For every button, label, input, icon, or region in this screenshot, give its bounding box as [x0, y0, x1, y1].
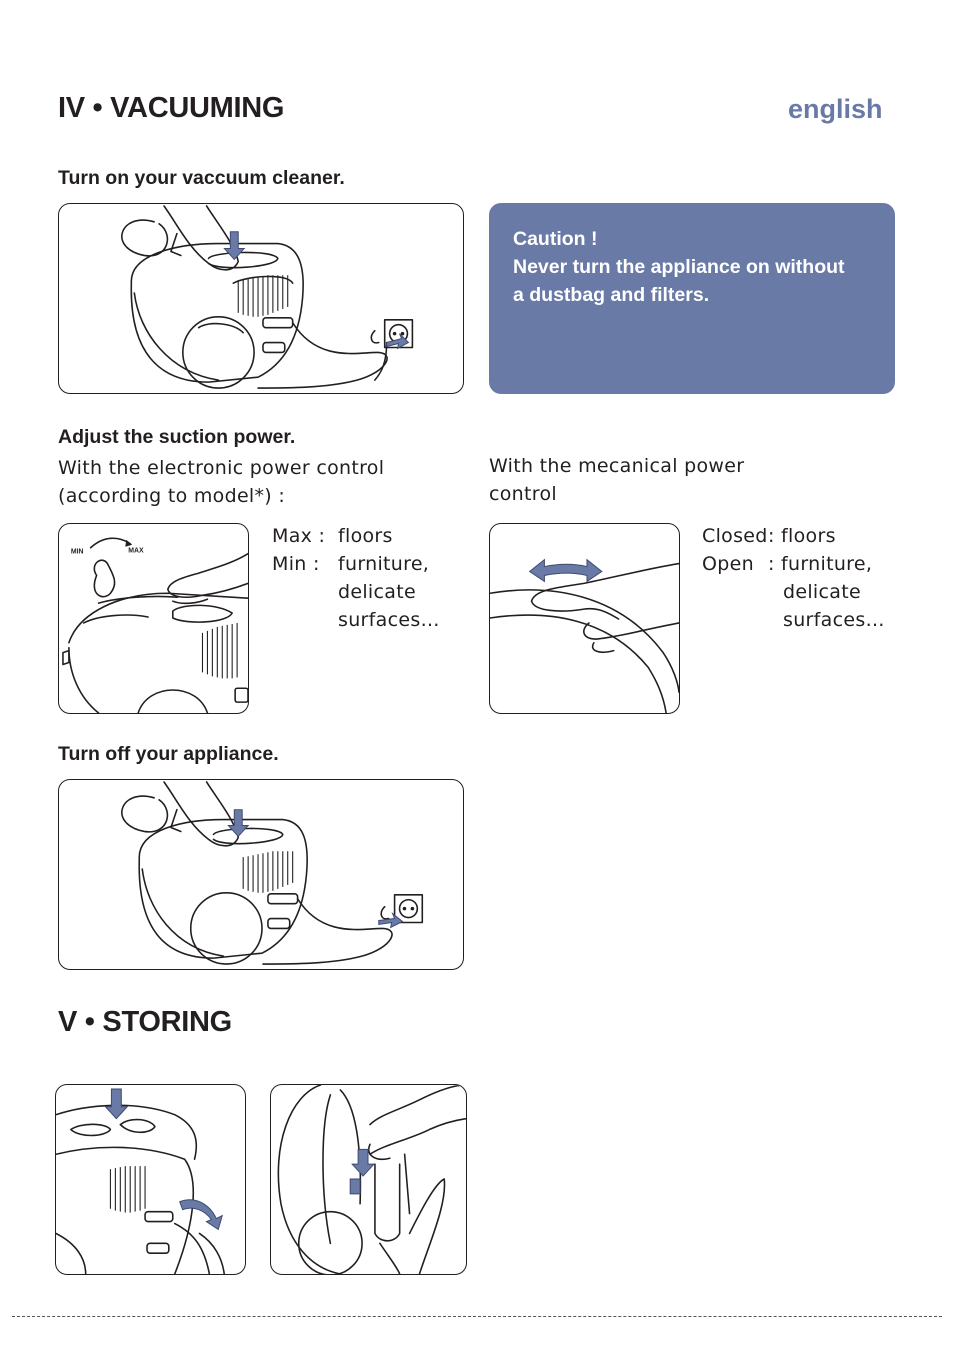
setting-row-open-cont-2: surfaces… [783, 609, 885, 631]
caution-text-line-1: Never turn the appliance on without [513, 256, 845, 278]
caution-heading: Caution ! [513, 228, 598, 250]
turn-on-illustration [58, 203, 464, 394]
caution-box [489, 203, 895, 394]
turn-off-heading: Turn off your appliance. [58, 743, 279, 765]
caution-text-line-2: a dustbag and filters. [513, 284, 710, 306]
setting-row-open: Open : furniture, [702, 553, 873, 575]
setting-row-closed: Closed : floors [702, 525, 836, 547]
footer-dashed-divider [12, 1316, 942, 1317]
mechanical-control-illustration [489, 523, 680, 714]
setting-row-min-cont-1: delicate [338, 581, 416, 603]
turn-off-illustration [58, 779, 464, 970]
section-title-storing: V • STORING [58, 1006, 232, 1038]
language-label: english [788, 94, 883, 124]
electronic-settings-list [272, 522, 440, 634]
mechanical-settings-list [702, 522, 885, 634]
section-title-vacuuming: IV • VACUUMING [58, 92, 285, 124]
setting-row-min-cont-2: surfaces… [338, 609, 440, 631]
storing-illustration-2 [270, 1084, 467, 1275]
electronic-control-illustration [58, 523, 249, 714]
setting-row-max: Max : floors [272, 525, 393, 547]
setting-row-min: Min : furniture, [272, 553, 430, 575]
dial-min-label: MIN [70, 548, 84, 556]
setting-row-open-cont-1: delicate [783, 581, 861, 603]
suction-heading: Adjust the suction power. [58, 426, 296, 448]
electronic-control-description: With the electronic power control (according to model*) : [58, 457, 385, 507]
turn-on-heading: Turn on your vaccuum cleaner. [58, 167, 345, 189]
dial-max-label: MAX [128, 547, 144, 555]
mechanical-control-description: With the mecanical power control [489, 455, 745, 505]
storing-illustration-1 [55, 1084, 246, 1275]
